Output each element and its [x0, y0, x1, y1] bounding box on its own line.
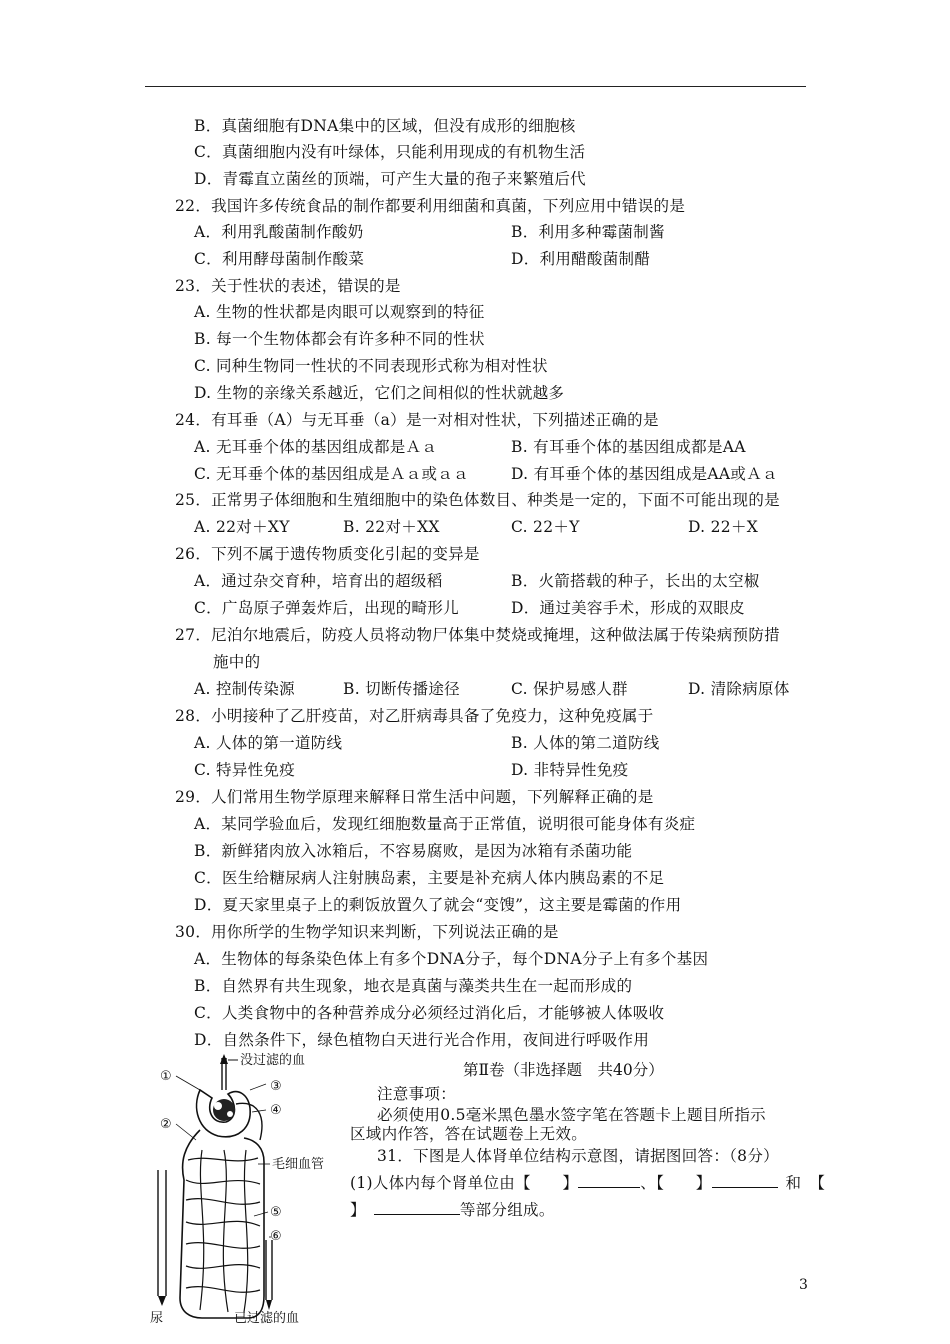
q30-stem: 30．用你所学的生物学知识来判断，下列说法正确的是	[175, 923, 559, 941]
q27-option-d: D. 清除病原体	[688, 680, 790, 698]
q28-stem: 28．小明接种了乙肝疫苗，对乙肝病毒具备了免疫力，这种免疫属于	[175, 707, 654, 725]
q31-part1-sep: 、【 】	[640, 1174, 712, 1192]
leader-3	[250, 1084, 266, 1090]
q30-option-a: A．生物体的每条染色体上有多个DNA分子，每个DNA分子上有多个基因	[194, 950, 709, 968]
q25-stem: 25．正常男子体细胞和生殖细胞中的染色体数目、种类是一定的，下面不可能出现的是	[175, 491, 780, 509]
capillary-network	[186, 1150, 260, 1312]
label-n6: ⑥	[270, 1229, 282, 1244]
q26-option-c: C．广岛原子弹轰炸后，出现的畸形儿	[194, 599, 459, 617]
label-unfiltered-blood: 没过滤的血	[240, 1053, 306, 1068]
q31-stem: 31．下图是人体肾单位结构示意图，请据图回答：（8分）	[377, 1147, 779, 1165]
q29-stem: 29．人们常用生物学原理来解释日常生活中问题，下列解释正确的是	[175, 788, 654, 806]
label-n5: ⑤	[270, 1205, 282, 1220]
q26-stem: 26．下列不属于遗传物质变化引起的变异是	[175, 545, 480, 563]
label-capillary: 毛细血管	[272, 1157, 325, 1172]
q30-option-d: D．自然条件下，绿色植物白天进行光合作用，夜间进行呼吸作用	[194, 1031, 650, 1049]
q22-option-d: D．利用醋酸菌制醋	[511, 250, 651, 268]
label-n1: ①	[160, 1069, 172, 1084]
leader-2	[176, 1124, 196, 1140]
q22-stem: 22．我国许多传统食品的制作都要利用细菌和真菌，下列应用中错误的是	[175, 197, 686, 215]
q31-part1-and: 和 【	[785, 1174, 826, 1192]
arrow-up-icon	[220, 1054, 228, 1064]
q21-option-d: D．青霉直立菌丝的顶端，可产生大量的孢子来繁殖后代	[194, 170, 586, 188]
q24-option-a: A. 无耳垂个体的基因组成都是Ａａ	[194, 438, 438, 456]
arrow-down-icon-2	[266, 1300, 272, 1310]
q28-option-a: A. 人体的第一道防线	[194, 734, 343, 752]
q29-option-c: C．医生给糖尿病人注射胰岛素，主要是补充病人体内胰岛素的不足	[194, 869, 665, 887]
q23-option-d: D. 生物的亲缘关系越近，它们之间相似的性状就越多	[194, 384, 565, 402]
q31-part1-end: 等部分组成。	[459, 1201, 555, 1219]
label-urine: 尿	[150, 1311, 164, 1326]
glomerulus	[213, 1099, 235, 1121]
q28-option-b: B. 人体的第二道防线	[511, 734, 660, 752]
q28-option-c: C. 特异性免疫	[194, 761, 296, 779]
q31-part1-b: 】	[350, 1201, 366, 1219]
q27-option-c: C. 保护易感人群	[511, 680, 628, 698]
section2-title: 第Ⅱ卷（非选择题 共40分）	[463, 1061, 664, 1079]
q23-option-a: A. 生物的性状都是肉眼可以观察到的特征	[194, 303, 485, 321]
q30-option-b: B．自然界有共生现象，地衣是真菌与藻类共生在一起而形成的	[194, 977, 633, 995]
q27-option-a: A. 控制传染源	[194, 680, 295, 698]
q24-stem: 24．有耳垂（A）与无耳垂（a）是一对相对性状，下列描述正确的是	[175, 411, 659, 429]
arrow-down-icon	[158, 1296, 166, 1306]
notice-line-1: 必须使用0.5毫米黑色墨水签字笔在答题卡上题目所指示	[377, 1106, 766, 1124]
q23-option-c: C. 同种生物同一性状的不同表现形式称为相对性状	[194, 357, 548, 375]
answer-blank-3[interactable]	[374, 1200, 460, 1215]
q21-option-b: B．真菌细胞有DNA集中的区域，但没有成形的细胞核	[194, 117, 576, 135]
q26-option-b: B．火箭搭载的种子，长出的太空椒	[511, 572, 760, 590]
q29-option-d: D．夏天家里桌子上的剩饭放置久了就会“变馊”，这主要是霉菌的作用	[194, 896, 682, 914]
label-n4: ④	[270, 1103, 282, 1118]
q27-option-b: B. 切断传播途径	[343, 680, 460, 698]
q22-option-b: B．利用多种霉菌制酱	[511, 223, 665, 241]
q26-option-d: D．通过美容手术，形成的双眼皮	[511, 599, 745, 617]
q25-option-b: B. 22对＋XX	[343, 518, 440, 536]
q28-option-d: D. 非特异性免疫	[511, 761, 629, 779]
q24-option-b: B. 有耳垂个体的基因组成都是AA	[511, 438, 746, 456]
leader-1	[176, 1076, 200, 1090]
q31-part1-a: (1)人体内每个肾单位由【 】	[350, 1174, 579, 1192]
glomerulus-loop	[214, 1102, 222, 1110]
q25-option-c: C. 22＋Y	[511, 518, 580, 536]
notice-title: 注意事项：	[377, 1085, 457, 1103]
glomerulus-loop-2	[227, 1111, 233, 1117]
q31-part1	[350, 1173, 825, 1193]
page-number: 3	[799, 1277, 808, 1293]
q23-stem: 23．关于性状的表述，错误的是	[175, 277, 401, 295]
q27-stem-cont: 施中的	[213, 653, 261, 671]
notice-line-2: 区域内作答，答在试题卷上无效。	[350, 1125, 588, 1143]
q22-option-a: A．利用乳酸菌制作酸奶	[194, 223, 364, 241]
leader-5	[254, 1212, 268, 1216]
q30-option-c: C．人类食物中的各种营养成分必须经过消化后，才能够被人体吸收	[194, 1004, 665, 1022]
q29-option-a: A．某同学验血后，发现红细胞数量高于正常值，说明很可能身体有炎症	[194, 815, 696, 833]
label-filtered-blood: 已过滤的血	[234, 1311, 300, 1326]
answer-blank-1[interactable]	[578, 1173, 640, 1188]
q24-option-d: D. 有耳垂个体的基因组成是AA或Ａａ	[511, 465, 778, 483]
q22-option-c: C．利用酵母菌制作酸菜	[194, 250, 365, 268]
q29-option-b: B．新鲜猪肉放入冰箱后，不容易腐败，是因为冰箱有杀菌功能	[194, 842, 633, 860]
header-rule	[145, 86, 806, 87]
nephron-diagram	[140, 1050, 340, 1340]
q27-stem: 27．尼泊尔地震后，防疫人员将动物尸体集中焚烧或掩埋，这种做法属于传染病预防措	[175, 626, 780, 644]
q26-option-a: A．通过杂交育种，培育出的超级稻	[194, 572, 443, 590]
answer-blank-2[interactable]	[712, 1173, 778, 1188]
q23-option-b: B. 每一个生物体都会有许多种不同的性状	[194, 330, 485, 348]
label-n3: ③	[270, 1079, 282, 1094]
q25-option-d: D. 22＋X	[688, 518, 759, 536]
q24-option-c: C. 无耳垂个体的基因组成是Ａａ或ａａ	[194, 465, 469, 483]
label-n2: ②	[160, 1117, 172, 1132]
q31-part1-cont	[350, 1200, 555, 1220]
q25-option-a: A. 22对＋XY	[194, 518, 290, 536]
q21-option-c: C．真菌细胞内没有叶绿体，只能利用现成的有机物生活	[194, 143, 586, 161]
